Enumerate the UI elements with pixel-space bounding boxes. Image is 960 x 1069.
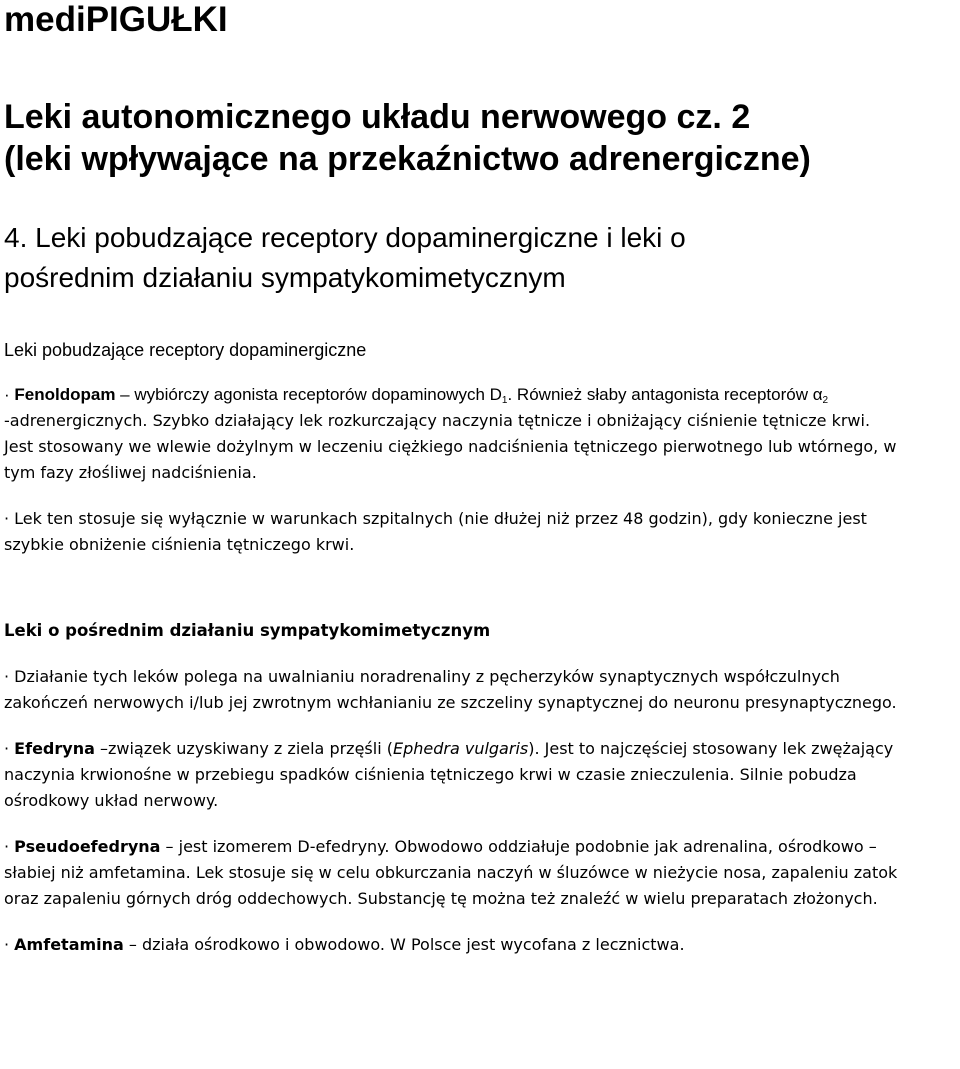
amfetamina-text-a: – działa ośrodkowo i obwodowo. W Polsce jest wycofana z lecznictwa. (123, 935, 685, 954)
pseudoefedryna-paragraph (4, 834, 956, 912)
pseudoefedryna-line-1 (4, 834, 956, 860)
drug-name-amfetamina: Amfetamina (14, 935, 124, 954)
efedryna-paragraph (4, 736, 956, 814)
subscript-2: 2 (822, 395, 829, 406)
site-title: mediPIGUŁKI (4, 0, 228, 39)
dopaminergic-heading: Leki pobudzające receptory dopaminergiczne (4, 340, 367, 360)
efedryna-line-3: ośrodkowy układ nerwowy. (4, 791, 219, 810)
hospital-note-line-1: · Lek ten stosuje się wyłącznie w warunkach szpitalnych (nie dłużej niż przez 48 godzin), gdy konieczne jest (4, 509, 867, 528)
fenoldopam-line-2: -adrenergicznych. Szybko działający lek rozkurczający naczynia tętnicze i obniżający ciśnienie tętnicze krwi. (4, 411, 871, 430)
drug-name-efedryna: Efedryna (14, 739, 95, 758)
mechanism-paragraph (4, 664, 956, 716)
fenoldopam-paragraph (4, 382, 956, 486)
bullet: · (4, 935, 15, 954)
bullet: · (4, 837, 15, 856)
pseudoefedryna-line-2: słabiej niż amfetamina. Lek stosuje się w celu obkurczania naczyń w śluzówce w nieżycie nosa, zapaleniu zatok (4, 863, 898, 882)
indirect-heading (4, 618, 956, 644)
drug-name-fenoldopam: Fenoldopam (14, 385, 116, 404)
article-title (4, 96, 956, 180)
fenoldopam-text-b: . Również słaby antagonista receptorów α (507, 385, 823, 404)
section-4-heading-line-1: 4. Leki pobudzające receptory dopaminergiczne i leki o (4, 222, 686, 253)
bullet: · (4, 739, 15, 758)
section-4-heading-line-2: pośrednim działaniu sympatykomimetycznym (4, 262, 566, 293)
indirect-heading-text: Leki o pośrednim działaniu sympatykomimetycznym (4, 621, 491, 640)
mechanism-line-2: zakończeń nerwowych i/lub jej zwrotnym wchłanianiu ze szczeliny synaptycznej do neuronu presynaptycznego. (4, 693, 897, 712)
section-4-heading (4, 218, 956, 298)
efedryna-text-a: –związek uzyskiwany z ziela przęśli ( (94, 739, 393, 758)
pseudoefedryna-line-3: oraz zapaleniu górnych dróg oddechowych. Substancję tę można też znaleźć w wielu preparatach złożonych. (4, 889, 878, 908)
efedryna-text-b: ). Jest to najczęściej stosowany lek zwężający (528, 739, 894, 758)
document (4, 0, 956, 958)
drug-name-pseudoefedryna: Pseudoefedryna (14, 837, 161, 856)
amfetamina-paragraph (4, 932, 956, 958)
article-title-line-2: (leki wpływające na przekaźnictwo adrenergiczne) (4, 140, 811, 178)
hospital-note-line-2: szybkie obniżenie ciśnienia tętniczego krwi. (4, 535, 355, 554)
fenoldopam-line-4: tym fazy złośliwej nadciśnienia. (4, 463, 257, 482)
hospital-note-paragraph (4, 506, 956, 558)
amfetamina-line-1 (4, 932, 956, 958)
latin-name: Ephedra vulgaris (392, 739, 529, 758)
efedryna-line-1 (4, 736, 956, 762)
bullet: · (4, 385, 15, 404)
fenoldopam-line-1 (4, 382, 956, 408)
efedryna-line-2: naczynia krwionośne w przebiegu spadków ciśnienia tętniczego krwi w czasie znieczulenia. Silnie pobudza (4, 765, 857, 784)
fenoldopam-text-a: – wybiórczy agonista receptorów dopaminowych D (115, 385, 502, 404)
pseudoefedryna-text-a: – jest izomerem D-efedryny. Obwodowo oddziałuje podobnie jak adrenalina, ośrodkowo – (160, 837, 877, 856)
article-title-line-1: Leki autonomicznego układu nerwowego cz. 2 (4, 98, 751, 136)
mechanism-line-1: · Działanie tych leków polega na uwalnianiu noradrenaliny z pęcherzyków synaptycznych współczulnych (4, 667, 840, 686)
subscript-1: 1 (501, 395, 508, 406)
fenoldopam-line-3: Jest stosowany we wlewie dożylnym w leczeniu ciężkiego nadciśnienia tętniczego pierwotnego lub wtórnego, w (4, 437, 897, 456)
